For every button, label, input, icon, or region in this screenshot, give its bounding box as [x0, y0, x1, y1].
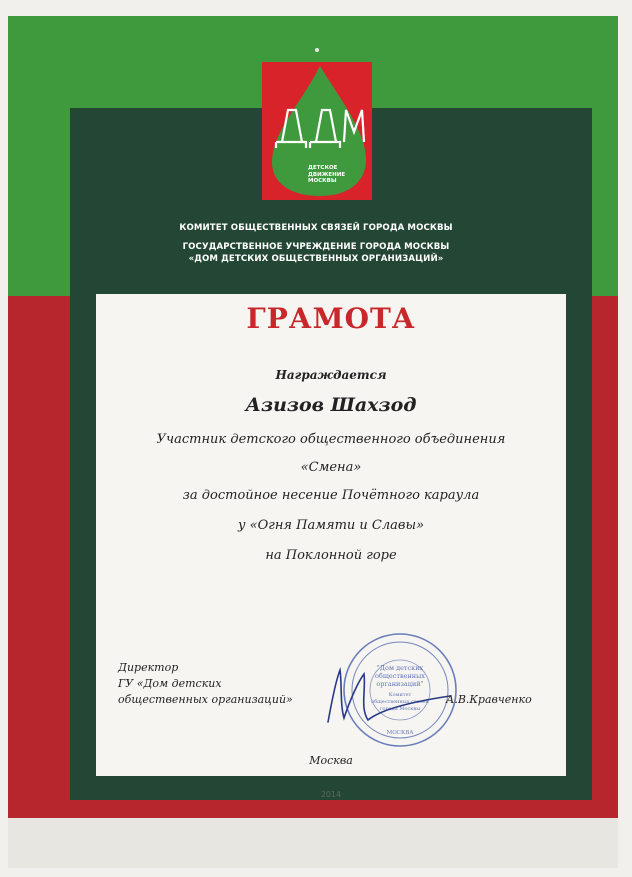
signatory-title-line: Директор [118, 661, 179, 674]
certificate-title: ГРАМОТА [246, 302, 416, 335]
year: 2014 [320, 790, 342, 799]
city: Москва [309, 754, 353, 767]
logo-subtitle [308, 165, 368, 185]
recipient-name: Азизов Шахзод [245, 394, 417, 416]
citation-line: на Поклонной горе [265, 548, 397, 563]
awarded-label: Награждается [275, 368, 387, 382]
signatory-name: А.В.Кравченко [446, 693, 532, 706]
stamp-text: общественных связей [371, 699, 429, 705]
institution-name: «ДОМ ДЕТСКИХ ОБЩЕСТВЕННЫХ ОРГАНИЗАЦИЙ» [188, 254, 444, 264]
signatory-title-line: ГУ «Дом детских [118, 677, 222, 690]
logo-subtitle-line: МОСКВЫ [308, 178, 337, 184]
institution-type: ГОСУДАРСТВЕННОЕ УЧРЕЖДЕНИЕ ГОРОДА МОСКВЫ [182, 242, 450, 252]
citation-line: у «Огня Памяти и Славы» [237, 518, 425, 533]
committee-name: КОМИТЕТ ОБЩЕСТВЕННЫХ СВЯЗЕЙ ГОРОДА МОСКВЫ [179, 223, 453, 233]
signatory-title-line: общественных организаций» [118, 693, 293, 706]
bottom-margin [8, 818, 618, 868]
stamp-text: города Москвы [379, 706, 421, 712]
logo-dot [315, 48, 319, 52]
logo-subtitle-line: ДВИЖЕНИЕ [308, 171, 346, 178]
stamp-text: общественных [375, 672, 425, 680]
logo-subtitle-line: ДЕТСКОЕ [308, 165, 338, 171]
stamp-text: Комитет [388, 692, 412, 698]
citation-line: за достойное несение Почётного караула [182, 488, 480, 503]
citation-line: Участник детского общественного объединения [156, 432, 506, 447]
citation-line: «Смена» [300, 460, 362, 475]
stamp-text: организаций" [376, 680, 424, 688]
handwritten-signature [310, 660, 460, 730]
stamp-city: МОСКВА [386, 730, 414, 736]
signatory-title [118, 660, 318, 708]
stamp-text: "Дом детских [376, 664, 424, 672]
